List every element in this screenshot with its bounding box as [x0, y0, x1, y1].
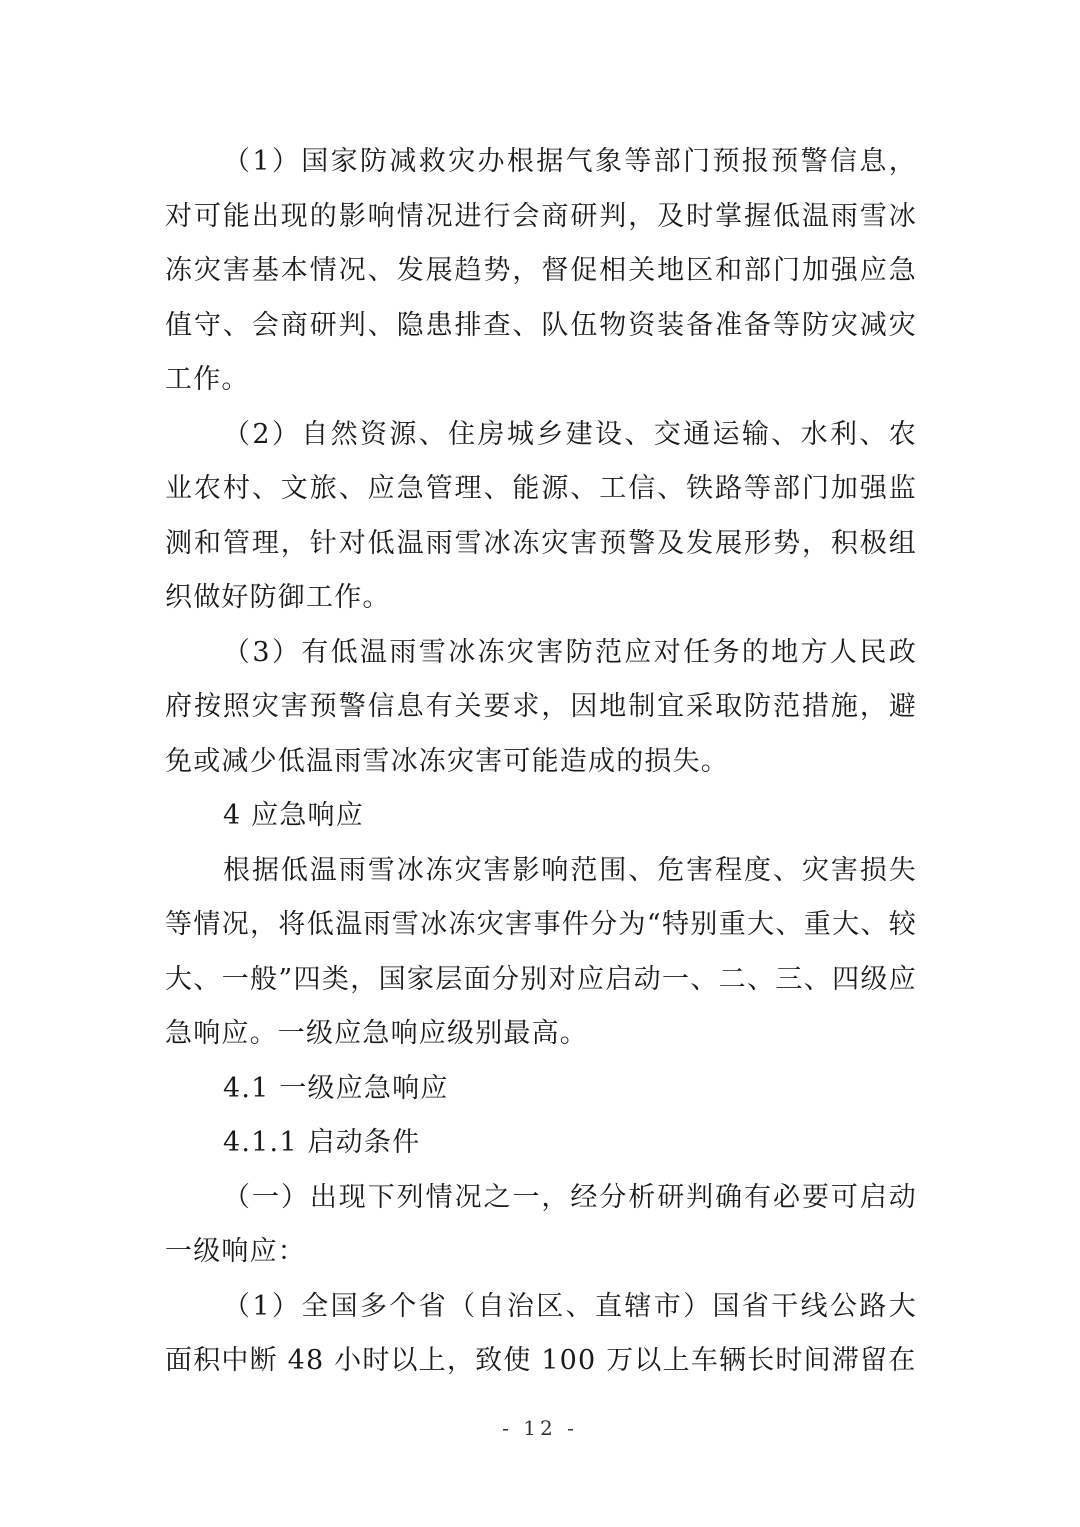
section-heading-start-conditions: 4.1.1 启动条件 [223, 1127, 421, 1158]
document-body [165, 135, 917, 1389]
section-heading-level-1-response: 4.1 一级应急响应 [223, 1072, 449, 1104]
paragraph-5: （一）出现下列情况之一，经分析研判确有必要可启动一级响应： [165, 1181, 917, 1267]
paragraph-3: （3）有低温雨雪冰冻灾害防范应对任务的地方人民政府按照灾害预警信息有关要求，因地制宜采取防范措施，避免或减少低温雨雪冰冻灾害可能造成的损失。 [165, 636, 917, 777]
section-heading-emergency-response: 4 应急响应 [223, 800, 364, 831]
paragraph-6: （1）全国多个省（自治区、直辖市）国省干线公路大面积中断 48 小时以上，致使 100 万以上车辆长时间滞留在 [165, 1290, 917, 1376]
page-number: - 12 - [502, 1416, 578, 1440]
paragraph-4: 根据低温雨雪冰冻灾害影响范围、危害程度、灾害损失等情况，将低温雨雪冰冻灾害事件分为“特别重大、重大、较大、一般”四类，国家层面分别对应启动一、二、三、四级应急响应。一级应急响应级别最高。 [165, 854, 917, 1049]
paragraph-1: （1）国家防减救灾办根据气象等部门预报预警信息，对可能出现的影响情况进行会商研判，及时掌握低温雨雪冰冻灾害基本情况、发展趋势，督促相关地区和部门加强应急值守、会商研判、隐患排查、队伍物资装备准备等防灾减灾工作。 [165, 146, 917, 395]
paragraph-2: （2）自然资源、住房城乡建设、交通运输、水利、农业农村、文旅、应急管理、能源、工信、铁路等部门加强监测和管理，针对低温雨雪冰冻灾害预警及发展形势，积极组织做好防御工作。 [165, 418, 917, 613]
